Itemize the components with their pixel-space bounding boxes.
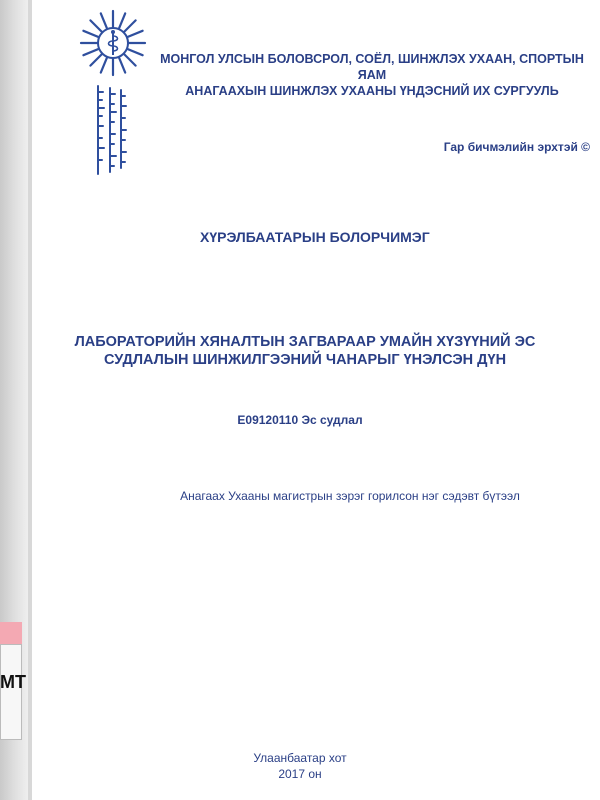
thesis-title-line-2: СУДЛАЛЫН ШИНЖИЛГЭЭНИЙ ЧАНАРЫГ ҮНЭЛСЭН ДҮН bbox=[103, 352, 507, 368]
library-sticker-text: МТ bbox=[0, 672, 26, 692]
place-and-year bbox=[0, 750, 600, 782]
city: Улаанбаатар хот bbox=[253, 751, 347, 765]
specialty-code: E09120110 Эс судлал bbox=[237, 413, 363, 427]
thesis-title-line-1: ЛАБОРАТОРИЙН ХЯНАЛТЫН ЗАГВАРААР УМАЙН ХҮЗҮҮНИЙ ЭС bbox=[74, 334, 536, 350]
ministry-line-1: МОНГОЛ УЛСЫН БОЛОВСРОЛ, СОЁЛ, ШИНЖЛЭХ УХААН, СПОРТЫН ЯАМ bbox=[160, 52, 584, 82]
degree-description: Анагаах Ухааны магистрын зэрэг горилсон нэг сэдэвт бүтээл bbox=[180, 489, 520, 503]
mongol-script-emblem-text-icon bbox=[92, 82, 128, 182]
library-sticker-color bbox=[0, 622, 22, 644]
binding-shadow bbox=[28, 0, 32, 800]
ministry-header bbox=[152, 51, 592, 99]
thesis-title bbox=[70, 333, 540, 369]
copyright-notice: Гар бичмэлийн эрхтэй © bbox=[443, 140, 590, 154]
university-logo-icon bbox=[78, 8, 148, 78]
university-name: АНАГААХЫН ШИНЖЛЭХ УХААНЫ ҮНДЭСНИЙ ИХ СУРГУУЛЬ bbox=[185, 84, 559, 98]
author-name: ХҮРЭЛБААТАРЫН БОЛОРЧИМЭГ bbox=[200, 229, 430, 245]
year: 2017 он bbox=[278, 767, 322, 781]
